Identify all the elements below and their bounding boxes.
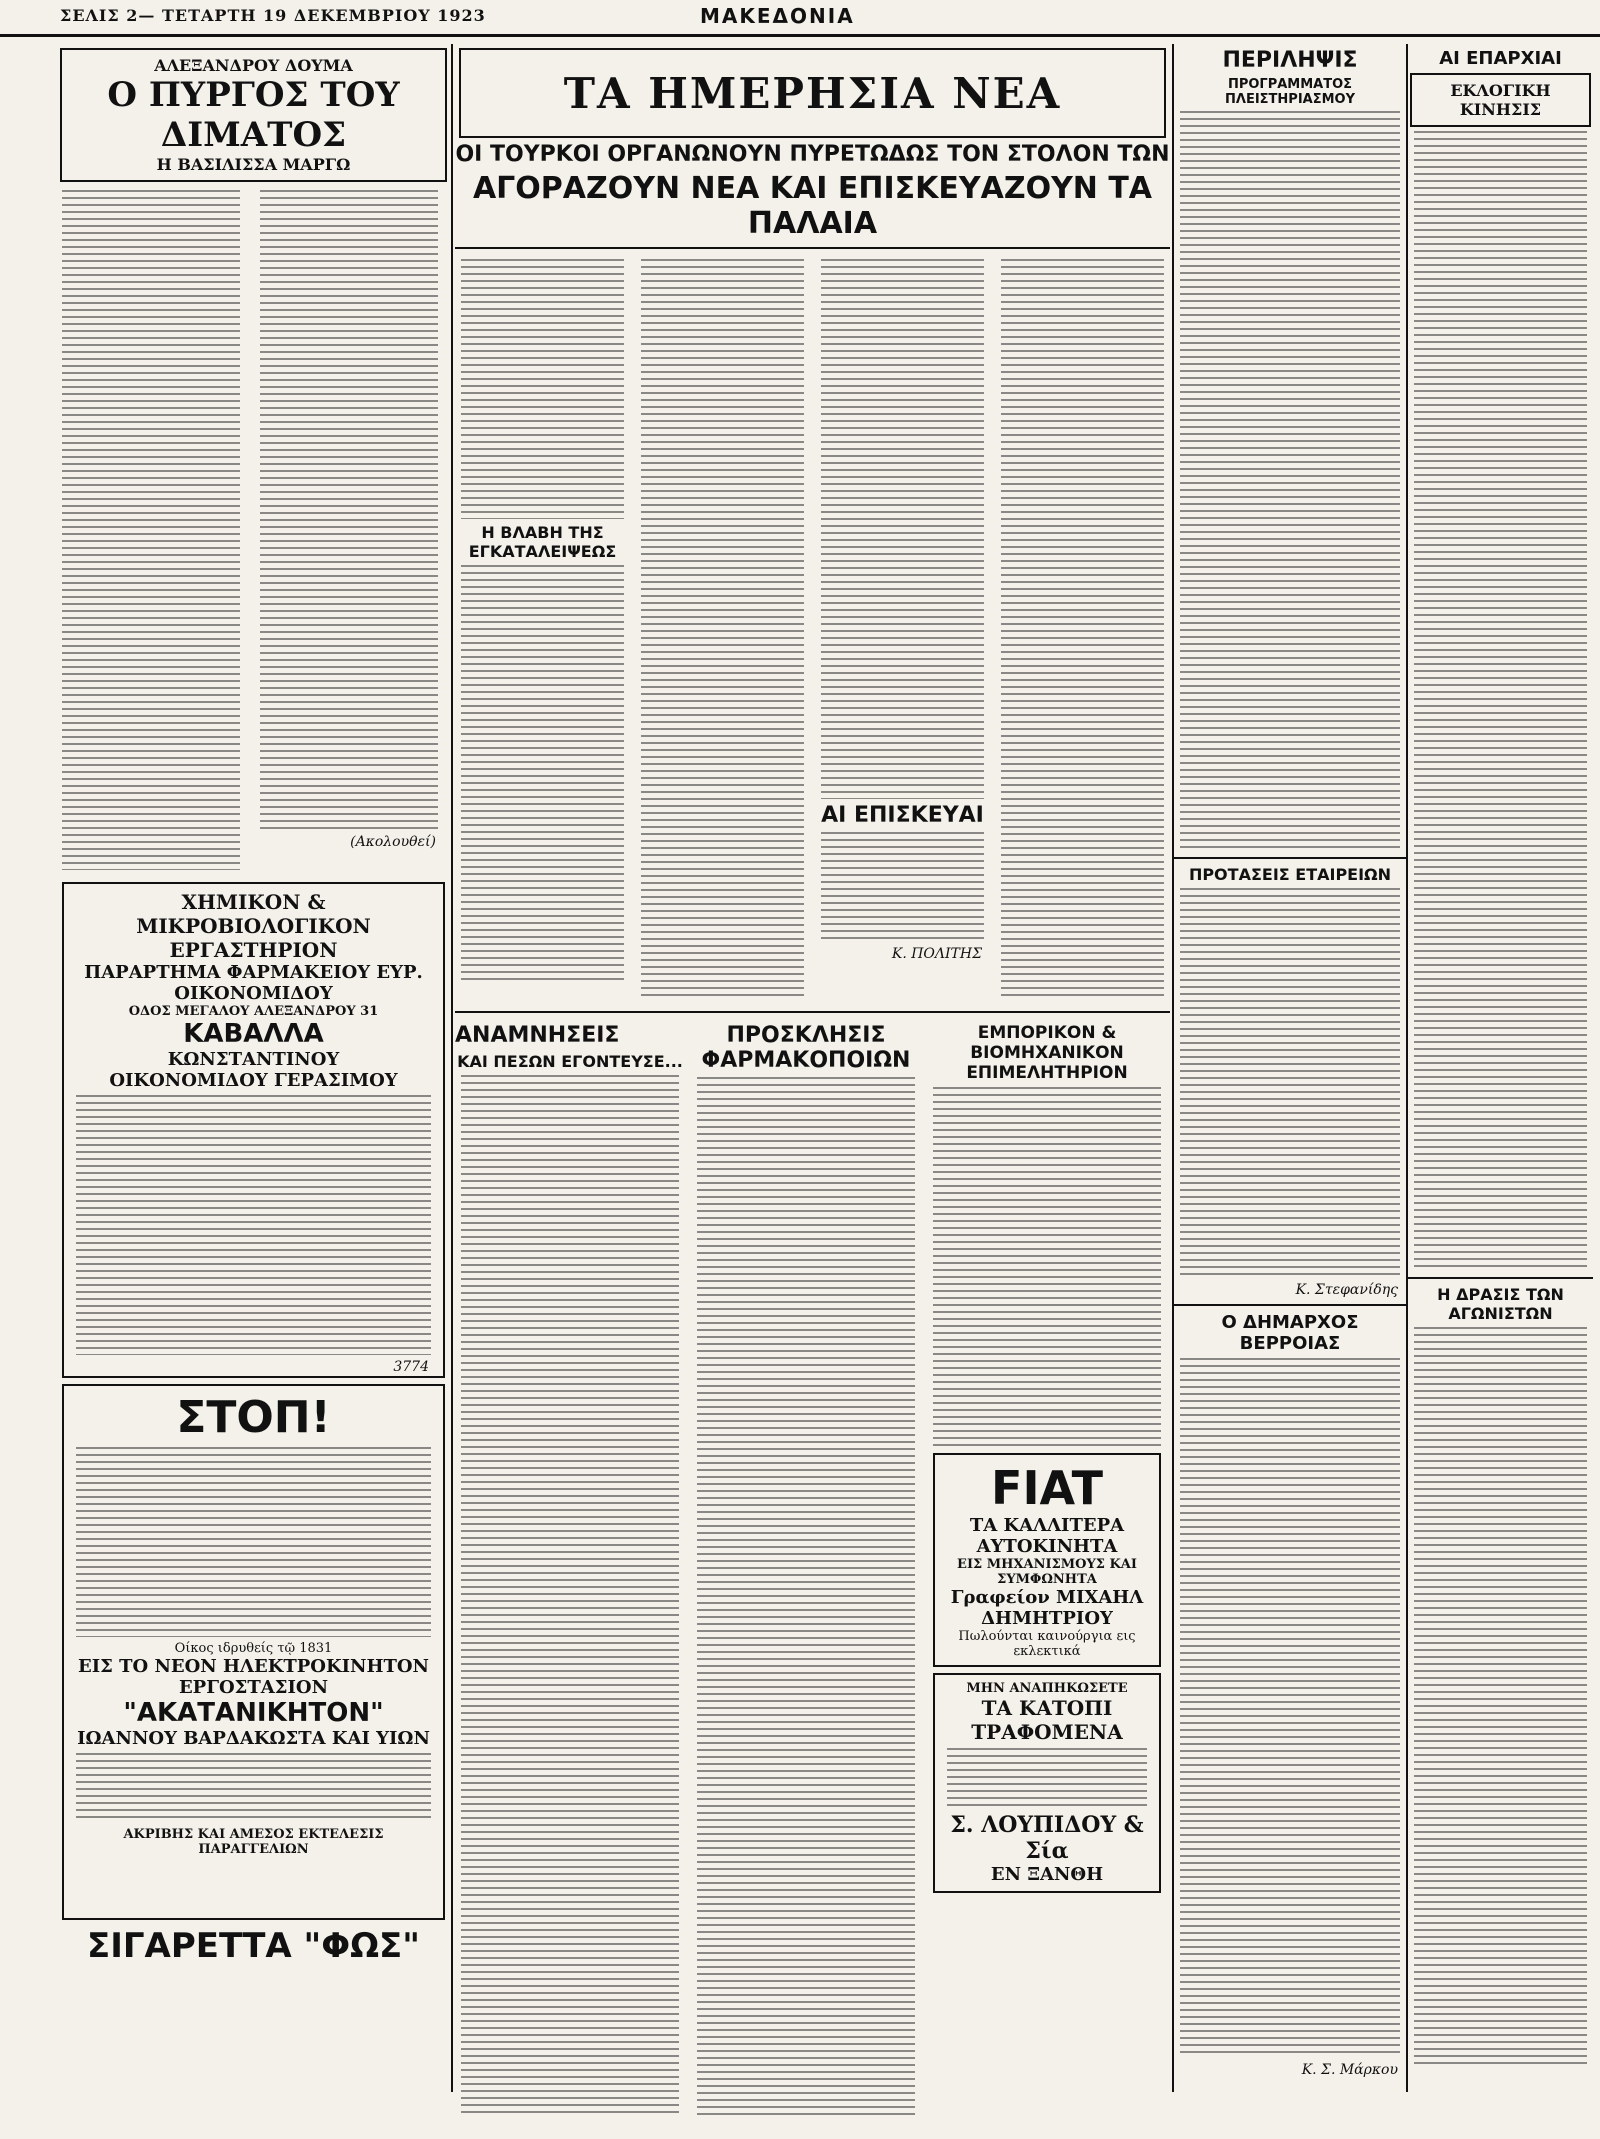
anamniseis-title: ΑΝΑΜΝΗΣΕΙΣ	[455, 1023, 620, 1048]
anamniseis-text	[461, 1075, 679, 2115]
page-date: ΣΕΛΙΣ 2— ΤΕΤΑΡΤΗ 19 ΔΕΚΕΜΒΡΙΟΥ 1923	[60, 6, 486, 25]
fiat-line4: Πωλούνται καινούργια εις εκλεκτικά	[958, 1629, 1136, 1659]
typewriter-line2: ΤΑ ΚΑΤΟΠΙ ΤΡΑΦΟΜΕΝΑ	[971, 1696, 1123, 1744]
paper-name: ΜΑΚΕΔΟΝΙΑ	[700, 4, 855, 28]
agonizon-title: Η ΔΡΑΣΙΣ ΤΩΝ ΑΓΩΝΙΣΤΩΝ	[1437, 1285, 1564, 1323]
periliosis-text	[1180, 111, 1400, 851]
ekl-text	[1414, 131, 1587, 1271]
news-text-1a	[461, 259, 624, 519]
stop-ad-line3: ΙΩΑΝΝΟΥ ΒΑΡΔΑΚΩΣΤΑ ΚΑΙ ΥΙΩΝ	[77, 1728, 430, 1749]
lab-ad-name2: ΟΙΚΟΝΟΜΙΔΟΥ ΓΕΡΑΣΙΜΟΥ	[109, 1070, 398, 1091]
protaseis-title: ΠΡΟΤΑΣΕΙΣ ΕΤΑΙΡΕΙΩΝ	[1188, 865, 1392, 884]
serial-author: ΑΛΕΞΑΝΔΡΟΥ ΔΟΥΜΑ	[154, 56, 353, 75]
stop-ad-title: ΣΤΟΠ!	[176, 1392, 331, 1443]
section-title: ΑΙ ΕΠΑΡΧΙΑΙ	[1439, 48, 1562, 69]
stop-ad-line2: "ΑΚΑΤΑΝΙΚΗΤΟΝ"	[123, 1698, 384, 1728]
serial-header	[60, 48, 447, 182]
lab-ad	[62, 882, 445, 1378]
serial-text-left	[62, 190, 240, 870]
stop-ad-line4: ΑΚΡΙΒΗΣ ΚΑΙ ΑΜΕΣΟΣ ΕΚΤΕΛΕΣΙΣ ΠΑΡΑΓΓΕΛΙΩΝ	[123, 1827, 384, 1857]
masthead	[0, 0, 1600, 37]
fiat-line2: ΕΙΣ ΜΗΧΑΝΙΣΜΟΥΣ ΚΑΙ ΣΥΜΦΩΝΗΤΑ	[957, 1557, 1137, 1587]
lab-ad-name1: ΚΩΝΣΤΑΝΤΙΝΟΥ	[167, 1049, 340, 1070]
fiat-line1: ΤΑ ΚΑΛΛΙΤΕΡΑ ΑΥΤΟΚΙΝΗΤΑ	[969, 1515, 1125, 1557]
headline-2: ΑΓΟΡΑΖΟΥΝ ΝΕΑ ΚΑΙ ΕΠΙΣΚΕΥΑΖΟΥΝ ΤΑ ΠΑΛΑΙΑ	[472, 171, 1153, 241]
headline-1: ΟΙ ΤΟΥΡΚΟΙ ΟΡΓΑΝΩΝΟΥΝ ΠΥΡΕΤΩΔΩΣ ΤΟΝ ΣΤΟΛΟΝ ΤΩΝ	[455, 142, 1170, 167]
prosklisis-text	[697, 1077, 915, 2117]
emporikon-text	[933, 1087, 1161, 1447]
protaseis-text	[1180, 888, 1400, 1278]
lab-ad-line2: ΟΔΟΣ ΜΕΓΑΛΟΥ ΑΛΕΞΑΝΔΡΟΥ 31	[128, 1004, 379, 1019]
stop-ad-body	[76, 1447, 431, 1637]
fiat-ad	[933, 1453, 1161, 1667]
news-text	[455, 255, 1170, 1005]
serial-subtitle: Η ΒΑΣΙΛΙΣΣΑ ΜΑΡΓΩ	[156, 155, 351, 174]
sub2-sign: Κ. ΠΟΛΙΤΗΣ	[891, 946, 982, 962]
sub1-title: Η ΒΛΑΒΗ ΤΗΣ ΕΓΚΑΤΑΛΕΙΨΕΩΣ	[468, 523, 617, 561]
column-3	[1172, 44, 1406, 2092]
stop-ad	[62, 1384, 445, 1920]
lab-ad-city: ΚΑΒΑΛΛΑ	[183, 1019, 324, 1049]
dimarchos-title: Ο ΔΗΜΑΡΧΟΣ ΒΕΡΡΟΙΑΣ	[1221, 1312, 1359, 1354]
lab-ad-line1: ΠΑΡΑΡΤΗΜΑ ΦΑΡΜΑΚΕΙΟΥ ΕΥΡ. ΟΙΚΟΝΟΜΙΔΟΥ	[84, 962, 423, 1004]
news-text-3a	[821, 259, 984, 799]
news-text-1b	[461, 565, 624, 985]
lab-ad-code: 3774	[393, 1359, 429, 1375]
ekl-title: ΕΚΛΟΓΙΚΗ ΚΙΝΗΣΙΣ	[1450, 81, 1551, 119]
lab-ad-title: ΧΗΜΙΚΟΝ & ΜΙΚΡΟΒΙΟΛΟΓΙΚΟΝ ΕΡΓΑΣΤΗΡΙΟΝ	[136, 890, 371, 962]
column-2	[455, 44, 1170, 2092]
fiat-line3: Γραφείον ΜΙΧΑΗΛ ΔΗΜΗΤΡΙΟΥ	[950, 1587, 1144, 1629]
ekl-title-box	[1410, 73, 1591, 127]
serial-continue: (Ακολουθεί)	[350, 834, 436, 850]
typewriter-seller: Σ. ΛΟΥΠΙΔΟΥ & Σία	[950, 1812, 1144, 1864]
prosklisis-title: ΠΡΟΣΚΛΗΣΙΣ ΦΑΡΜΑΚΟΠΟΙΩΝ	[701, 1023, 911, 1073]
lower-section	[455, 1019, 1170, 2139]
serial-text-right	[260, 190, 438, 830]
periliosis-sub: ΠΡΟΓΡΑΜΜΑΤΟΣ ΠΛΕΙΣΤΗΡΙΑΣΜΟΥ	[1225, 77, 1355, 107]
serial-text	[56, 186, 451, 876]
stop-ad-founded: Οίκος ιδρυθείς τῷ 1831	[174, 1641, 333, 1656]
agonizon-text	[1414, 1327, 1587, 2067]
news-text-4	[1001, 259, 1164, 999]
anamniseis-sub: ΚΑΙ ΠΕΣΩΝ ΕΓΟΝΤΕΥΣΕ...	[457, 1052, 683, 1071]
column-4	[1406, 44, 1593, 2092]
stop-ad-details	[76, 1753, 431, 1823]
typewriter-ad	[933, 1673, 1161, 1893]
banner-title: ΤΑ ΗΜΕΡΗΣΙΑ ΝΕΑ	[563, 68, 1062, 118]
fiat-brand: FIAT	[991, 1461, 1103, 1515]
lab-ad-body	[76, 1095, 431, 1355]
typewriter-city: ΕΝ ΞΑΝΘΗ	[990, 1864, 1104, 1885]
sub2-title: ΑΙ ΕΠΙΣΚΕΥΑΙ	[821, 803, 984, 828]
stop-ad-line1: ΕΙΣ ΤΟ ΝΕΟΝ ΗΛΕΚΤΡΟΚΙΝΗΤΟΝ ΕΡΓΟΣΤΑΣΙΟΝ	[77, 1656, 430, 1698]
dimarchos-sign: Κ. Σ. Μάρκου	[1301, 2062, 1398, 2078]
protaseis-sign: Κ. Στεφανίδης	[1295, 1282, 1398, 1298]
typewriter-body	[947, 1748, 1147, 1808]
cigarette-ad: ΣΙΓΑΡΕΤΤΑ "ΦΩΣ"	[87, 1926, 420, 1966]
serial-title: Ο ΠΥΡΓΟΣ ΤΟΥ ΔΙΜΑΤΟΣ	[107, 75, 400, 155]
typewriter-line1: ΜΗΝ ΑΝΑΠΗΚΩΣΕΤΕ	[966, 1681, 1128, 1696]
news-banner	[459, 48, 1166, 138]
column-1	[56, 44, 453, 2092]
emporikon-title: ΕΜΠΟΡΙΚΟΝ & ΒΙΟΜΗΧΑΝΙΚΟΝ ΕΠΙΜΕΛΗΤΗΡΙΟΝ	[966, 1023, 1128, 1083]
news-text-3b	[821, 832, 984, 942]
periliosis-title: ΠΕΡΙΛΗΨΙΣ	[1222, 48, 1358, 73]
dimarchos-text	[1180, 1358, 1400, 2058]
news-text-2	[641, 259, 804, 999]
